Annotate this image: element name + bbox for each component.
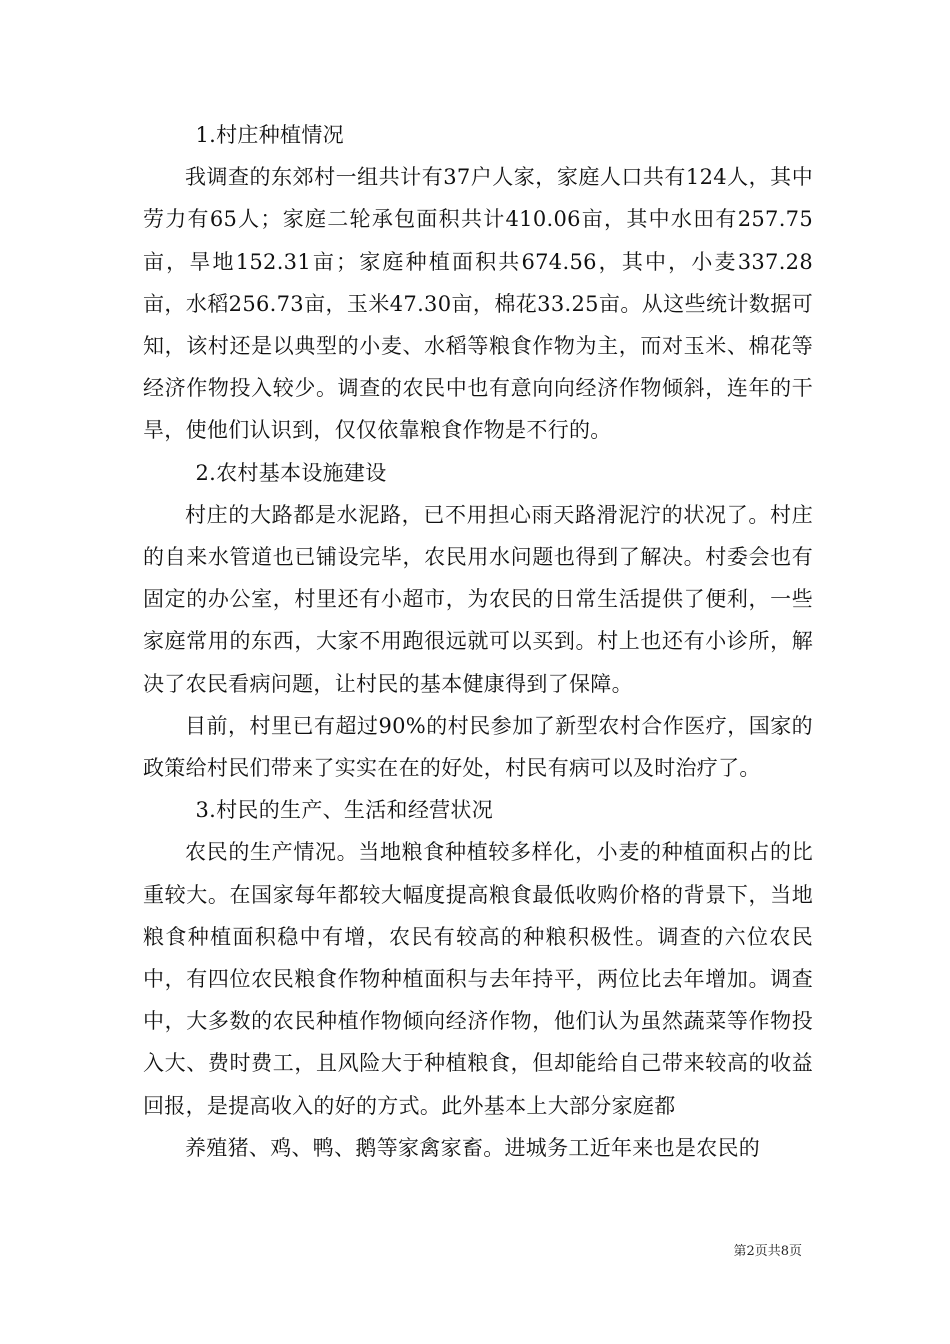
document-body [143, 114, 813, 1169]
section-heading-livelihood: 3.村民的生产、生活和经营状况 [195, 798, 494, 823]
section-heading-planting: 1.村庄种植情况 [195, 123, 344, 147]
section-heading-infrastructure: 2.农村基本设施建设 [195, 460, 387, 485]
page-number: 第2页共8页 [733, 1244, 802, 1259]
paragraph-livestock: 养殖猪、鸡、鸭、鹅等家禽家畜。进城务工近年来也是农民的 [185, 1135, 761, 1160]
paragraph-production: 农民的生产情况。当地粮食种植较多样化，小麦的种植面积占的比重较大。在国家每年都较大幅度提高粮食最低收购价格的背景下，当地粮食种植面积稳中有增，农民有较高的种粮积极性。调查的六位农民中，有四位农民粮食作物种植面积与去年持平，两位比去年增加。调查中，大多数的农民种植作物倾向经济作物，他们认为虽然蔬菜等作物投入大、费时费工，且风险大于种植粮食，但却能给自己带来较高的收益回报，是提高收入的好的方式。此外基本上大部分家庭都 [143, 840, 813, 1118]
paragraph-medical-insurance: 目前，村里已有超过90%的村民参加了新型农村合作医疗，国家的政策给村民们带来了实实在在的好处，村民有病可以及时治疗了。 [143, 713, 813, 781]
paragraph-infrastructure: 村庄的大路都是水泥路，已不用担心雨天路滑泥泞的状况了。村庄的自来水管道也已铺设完毕，农民用水问题也得到了解决。村委会也有固定的办公室，村里还有小超市，为农民的日常生活提供了便利，一些家庭常用的东西，大家不用跑很远就可以买到。村上也还有小诊所，解决了农民看病问题，让村民的基本健康得到了保障。 [143, 502, 813, 696]
paragraph-planting-stats: 我调查的东郊村一组共计有37户人家，家庭人口共有124人，其中劳力有65人；家庭二轮承包面积共计410.06亩，其中水田有257.75亩，旱地152.31亩；家庭种植面积共674.56，其中，小麦337.28亩，水稻256.73亩，玉米47.30亩，棉花33.25亩。从这些统计数据可知，该村还是以典型的小麦、水稻等粮食作物为主，而对玉米、棉花等经济作物投入较少。调查的农民中也有意向向经济作物倾斜，连年的干旱，使他们认识到，仅仅依靠粮食作物是不行的。 [143, 165, 813, 443]
